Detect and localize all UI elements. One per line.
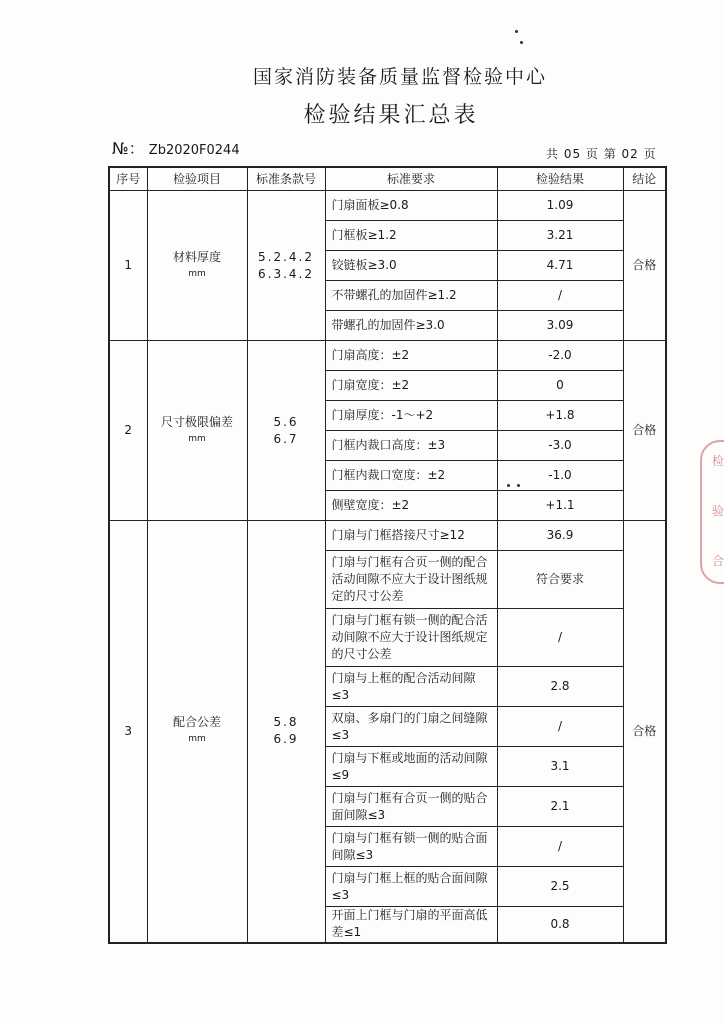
- stamp-char: 合: [712, 554, 724, 568]
- requirement-cell: 门扇与门框搭接尺寸≥12: [325, 521, 497, 551]
- requirement-cell: 门扇与上框的配合活动间隙≤3: [325, 667, 497, 707]
- item-unit: mm: [188, 734, 206, 745]
- header-clause: 标准条款号: [247, 167, 325, 191]
- result-cell: /: [497, 707, 623, 747]
- conclusion-cell: 合格: [623, 191, 666, 341]
- page-info: 共 05 页 第 02 页: [546, 147, 657, 161]
- result-cell: 36.9: [497, 521, 623, 551]
- requirement-cell: 铰链板≥3.0: [325, 251, 497, 281]
- clause-line: 5.6: [273, 414, 299, 429]
- result-cell: /: [497, 827, 623, 867]
- conclusion-cell: 合格: [623, 341, 666, 521]
- header-item: 检验项目: [147, 167, 247, 191]
- header-no: 序号: [109, 167, 147, 191]
- requirement-cell: 双扇、多扇门的门扇之间缝隙≤3: [325, 707, 497, 747]
- result-cell: 2.8: [497, 667, 623, 707]
- requirement-cell: 侧壁宽度：±2: [325, 491, 497, 521]
- requirement-cell: 门扇与门框有锁一侧的贴合面间隙≤3: [325, 827, 497, 867]
- result-cell: 3.09: [497, 311, 623, 341]
- result-cell: 0: [497, 371, 623, 401]
- table-body: [109, 191, 666, 943]
- header-result: 检验结果: [497, 167, 623, 191]
- doc-number-label: №：: [112, 139, 145, 158]
- inspection-item: [147, 191, 247, 341]
- inspection-item: [147, 341, 247, 521]
- result-cell: 2.1: [497, 787, 623, 827]
- stamp-char: 验: [712, 504, 724, 518]
- result-cell: /: [497, 281, 623, 311]
- clause-line: 6.9: [273, 732, 299, 747]
- standard-clause: [247, 341, 325, 521]
- requirement-cell: 门框板≥1.2: [325, 221, 497, 251]
- requirement-cell: 门扇面板≥0.8: [325, 191, 497, 221]
- doc-title: 检验结果汇总表: [303, 103, 479, 128]
- org-title: 国家消防装备质量监督检验中心: [252, 66, 547, 88]
- result-cell: 3.21: [497, 221, 623, 251]
- clause-line: 5.8: [273, 715, 299, 730]
- header-requirement: 标准要求: [325, 167, 497, 191]
- standard-clause: [247, 191, 325, 341]
- row-number: 2: [109, 341, 147, 521]
- requirement-cell: 不带螺孔的加固件≥1.2: [325, 281, 497, 311]
- result-cell: 2.5: [497, 867, 623, 907]
- table-header-row: [109, 167, 666, 191]
- row-number: 3: [109, 521, 147, 943]
- doc-number-value: Zb2020F0244: [148, 143, 240, 158]
- clause-line: 6.7: [273, 431, 299, 446]
- item-name: 配合公差: [172, 715, 221, 730]
- results-table: [108, 166, 667, 944]
- requirement-cell: 门扇与门框有锁一侧的配合活动间隙不应大于设计图纸规定的尺寸公差: [325, 609, 497, 667]
- result-cell: -1.0: [497, 461, 623, 491]
- scan-speck: [507, 484, 510, 487]
- standard-clause: [247, 521, 325, 943]
- requirement-cell: 门扇高度：±2: [325, 341, 497, 371]
- result-cell: -3.0: [497, 431, 623, 461]
- doc-number: [112, 136, 240, 159]
- scan-speck: [520, 41, 523, 44]
- item-unit: mm: [188, 433, 206, 444]
- result-cell: 4.71: [497, 251, 623, 281]
- result-cell: +1.8: [497, 401, 623, 431]
- requirement-cell: 门扇宽度：±2: [325, 371, 497, 401]
- requirement-cell: 门框内裁口高度：±3: [325, 431, 497, 461]
- table-row: [109, 521, 666, 551]
- table-row: [109, 191, 666, 221]
- requirement-cell: 门扇与门框有合页一侧的贴合面间隙≤3: [325, 787, 497, 827]
- table-row: [109, 341, 666, 371]
- scan-speck: [517, 484, 520, 487]
- requirement-cell: 门扇与下框或地面的活动间隙≤9: [325, 747, 497, 787]
- item-unit: mm: [188, 268, 206, 279]
- requirement-cell: 开面上门框与门扇的平面高低差≤1: [325, 907, 497, 943]
- header-conclusion: 结论: [623, 167, 666, 191]
- result-cell: 3.1: [497, 747, 623, 787]
- inspection-item: [147, 521, 247, 943]
- requirement-cell: 门扇厚度：-1～+2: [325, 401, 497, 431]
- item-name: 尺寸极限偏差: [160, 414, 233, 429]
- result-cell: /: [497, 609, 623, 667]
- requirement-cell: 带螺孔的加固件≥3.0: [325, 311, 497, 341]
- row-number: 1: [109, 191, 147, 341]
- conclusion-cell: 合格: [623, 521, 666, 943]
- clause-line: 5.2.4.2: [258, 249, 314, 264]
- seal-stamp: [700, 440, 724, 584]
- clause-line: 6.3.4.2: [258, 266, 314, 281]
- result-cell: -2.0: [497, 341, 623, 371]
- result-cell: +1.1: [497, 491, 623, 521]
- requirement-cell: 门扇与门框上框的贴合面间隙≤3: [325, 867, 497, 907]
- item-name: 材料厚度: [172, 249, 221, 264]
- result-cell: 0.8: [497, 907, 623, 943]
- stamp-char: 检: [712, 454, 724, 468]
- result-cell: 符合要求: [497, 551, 623, 609]
- scan-speck: [515, 30, 518, 33]
- requirement-cell: 门框内裁口宽度：±2: [325, 461, 497, 491]
- result-cell: 1.09: [497, 191, 623, 221]
- requirement-cell: 门扇与门框有合页一侧的配合活动间隙不应大于设计图纸规定的尺寸公差: [325, 551, 497, 609]
